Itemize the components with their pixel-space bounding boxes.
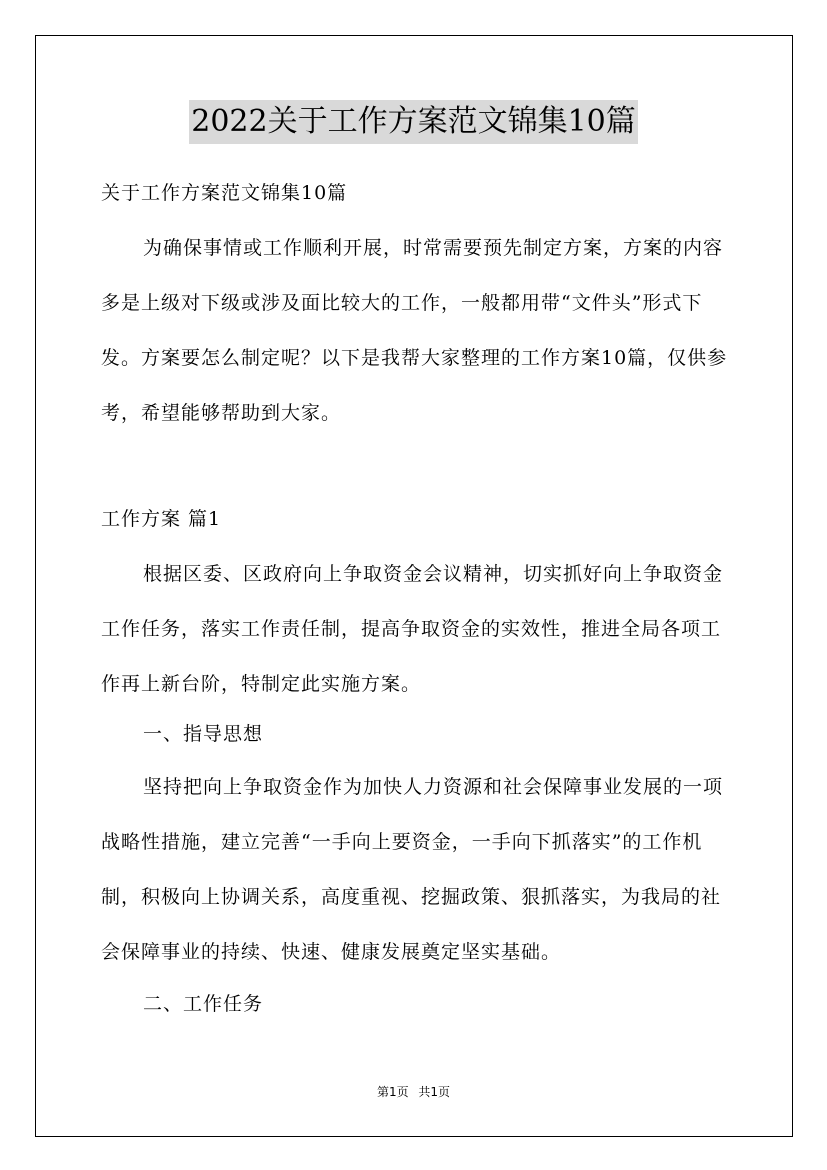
document-title: 2022关于工作方案范文锦集10篇 [189, 100, 638, 144]
document-subtitle: 关于工作方案范文锦集10篇 [101, 182, 348, 204]
page-footer [0, 1083, 827, 1100]
title-wrap [0, 100, 827, 144]
heading-guiding-ideology: 一、指导思想 [143, 723, 264, 745]
page-number: 第1页 [376, 1085, 409, 1099]
heading-work-tasks: 二、工作任务 [143, 993, 264, 1015]
paragraph-2: 坚持把向上争取资金作为加快人力资源和社会保障事业发展的一项战略性措施，建立完善“一手向上要资金，一手向下抓落实”的工作机制，积极向上协调关系，高度重视、挖掘政策、狠抓落实，为我局的社会保障事业的持续、快速、健康发展奠定坚实基础。 [101, 776, 724, 963]
page-total: 共1页 [418, 1085, 451, 1099]
section-heading: 工作方案 篇1 [101, 508, 222, 530]
intro-paragraph: 为确保事情或工作顺利开展，时常需要预先制定方案，方案的内容多是上级对下级或涉及面比较大的工作，一般都用带“文件头”形式下发。方案要怎么制定呢？以下是我帮大家整理的工作方案10篇，仅供参考，希望能够帮助到大家。 [101, 237, 728, 424]
paragraph-1: 根据区委、区政府向上争取资金会议精神，切实抓好向上争取资金工作任务，落实工作责任制，提高争取资金的实效性，推进全局各项工作再上新台阶，特制定此实施方案。 [101, 563, 724, 695]
